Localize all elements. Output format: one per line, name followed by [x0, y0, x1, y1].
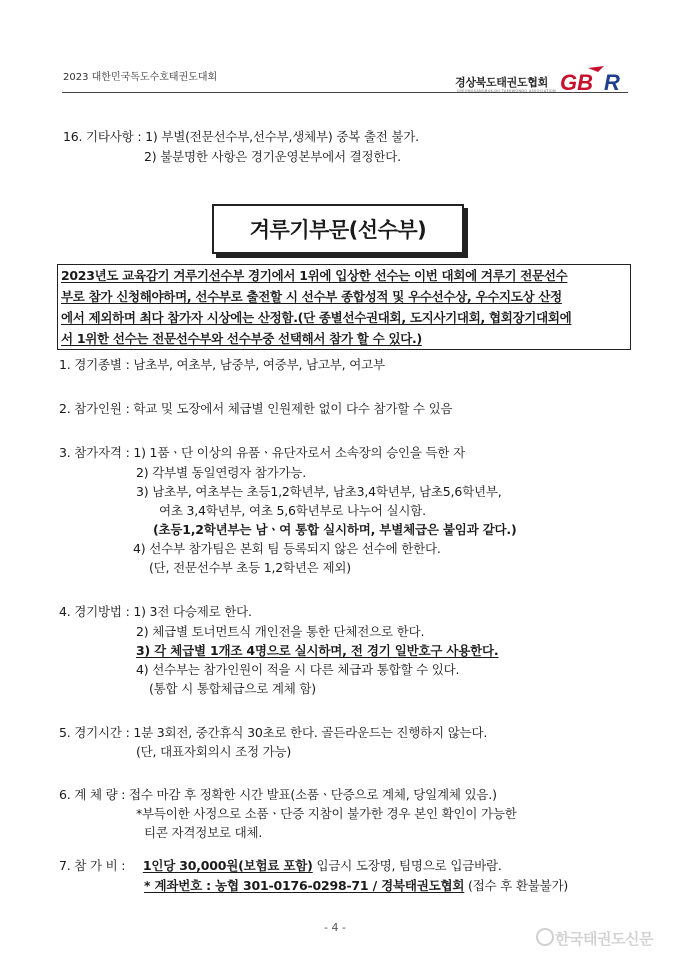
item16-line2: 2) 불분명한 사항은 경기운영본부에서 결정한다.: [144, 149, 401, 164]
section3-line3: 3) 남초부, 여초부는 초등1,2학년부, 남초3,4학년부, 남초5,6학년부,: [136, 484, 502, 499]
section4-line5: (통합 시 통합체급으로 계체 함): [149, 681, 316, 696]
section7-fee-row: [59, 856, 502, 876]
notice-line: 에서 제외하며 최다 참가자 시상에는 산정함.(단 종별선수권대회, 도지사기대회, 협회장기대회에: [61, 310, 572, 325]
watermark-icon: [536, 928, 554, 946]
section3-line4: 여초 3,4학년부, 여초 5,6학년부로 나누어 실시함.: [159, 503, 426, 518]
section4-line3: 3) 각 체급별 1개조 4명으로 실시하며, 전 경기 일반호구 사용한다.: [136, 643, 499, 658]
section3-line7: (단, 전문선수부 초등 1,2학년은 제외): [149, 560, 351, 575]
section7-account-row: [144, 876, 568, 896]
notice-line: 부로 참가 신청해야하며, 선수부로 출전할 시 선수부 종합성적 및 우수선수상, 우수지도상 산정: [61, 289, 562, 304]
org-name: 경상북도태권도협회: [455, 76, 548, 89]
notice-line: 2023년도 교육감기 겨루기선수부 경기에서 1위에 입상한 선수는 이번 대회에 겨루기 전문선수: [61, 268, 568, 283]
section3-line6: 4) 선수부 참가팀은 본회 팀 등록되지 않은 선수에 한한다.: [133, 541, 441, 556]
section6-line2: *부득이한 사정으로 소품ㆍ단증 지참이 불가한 경우 본인 확인이 가능한: [136, 806, 517, 821]
section7-label: 7. 참 가 비 :: [59, 858, 126, 873]
section2-participants: 2. 참가인원 : 학교 및 도장에서 체급별 인원제한 없이 다수 참가할 수 있음: [59, 401, 453, 416]
section5-line2: (단, 대표자회의시 조정 가능): [136, 744, 292, 759]
org-subtitle: GYEONGSANGBUK-DO TAEKWONDO ASSOCIATION: [457, 89, 556, 93]
section6-line3: 티콘 자격정보로 대체.: [144, 825, 263, 840]
logo-text-r: R: [604, 70, 620, 94]
fee-note: 입금시 도장명, 팀명으로 입금바람.: [316, 858, 502, 873]
association-logo: [558, 64, 630, 94]
bank-account: * 계좌번호 : 농협 301-0176-0298-71 / 경북태권도협회: [144, 878, 465, 893]
notice-box: [57, 264, 631, 350]
section3-line5: (초등1,2학년부는 남ㆍ여 통합 실시하며, 부별체급은 붙임과 같다.): [153, 522, 517, 537]
section4-line4: 4) 선수부는 참가인원이 적을 시 다른 체급과 통합할 수 있다.: [136, 662, 460, 677]
logo-text-gb: GB: [560, 70, 593, 94]
section6-line1: 6. 계 체 량 : 접수 마감 후 정확한 시간 발표(소품ㆍ단증으로 계체, 당일계체 있음.): [59, 787, 497, 802]
header-divider: [62, 92, 628, 93]
section3-line2: 2) 각부별 동일연령자 참가가능.: [136, 465, 307, 480]
refund-note: (접수 후 환불불가): [468, 878, 569, 893]
watermark: 한국태권도신문: [555, 930, 653, 948]
section4-line1: 4. 경기방법 : 1) 3전 다승제로 한다.: [59, 604, 252, 619]
fee-amount: 1인당 30,000원(보험료 포함): [142, 858, 313, 873]
section4-line2: 2) 체급별 토너먼트식 개인전을 통한 단체전으로 한다.: [136, 624, 425, 639]
section1-event-types: 1. 경기종별 : 남초부, 여초부, 남중부, 여중부, 남고부, 여고부: [59, 357, 385, 372]
page-number: - 4 -: [324, 921, 346, 934]
section-title: 겨루기부문(선수부): [212, 204, 464, 254]
section3-line1: 3. 참가자격 : 1) 1품ㆍ단 이상의 유품ㆍ유단자로서 소속장의 승인을 득한 자: [59, 445, 465, 460]
item16-line1: 16. 기타사항 : 1) 부별(전문선수부,선수부,생체부) 중복 출전 불가.: [63, 129, 419, 144]
notice-line: 서 1위한 선수는 전문선수부와 선수부중 선택해서 참가 할 수 있다.): [61, 331, 422, 346]
event-title: 2023 대한민국독도수호태권도대회: [63, 72, 218, 83]
section5-line1: 5. 경기시간 : 1분 3회전, 중간휴식 30초로 한다. 골든라운드는 진행하지 않는다.: [59, 725, 488, 740]
